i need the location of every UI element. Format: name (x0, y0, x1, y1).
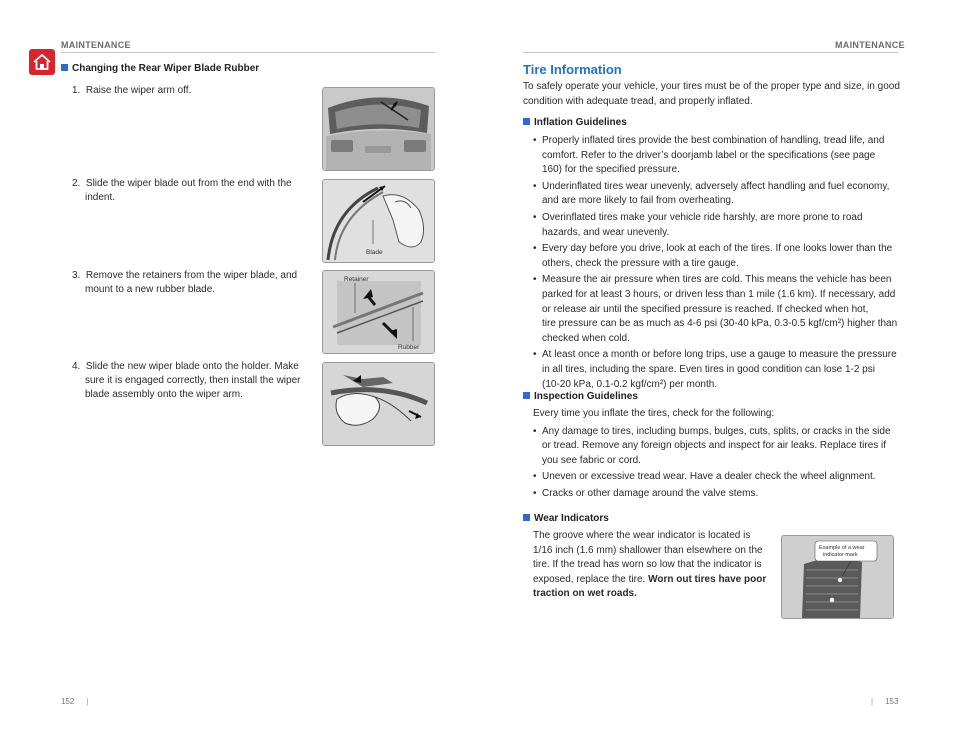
inflation-heading: Inflation Guidelines (523, 117, 627, 128)
inspection-heading: Inspection Guidelines (523, 391, 638, 402)
blade-label: Blade (366, 249, 383, 256)
callout-line-2: indicator mark (823, 552, 858, 558)
right-page-header: MAINTENANCE (835, 40, 905, 50)
wear-paragraph: The groove where the wear indicator is located is 1/16 inch (1.6 mm) shallower than elsewhere on the tire. If the tread has worn so low that the indicator is exposed, replace the tire. Worn out tires have poor traction on wet roads. (533, 530, 767, 600)
home-icon (29, 49, 55, 75)
figure-blade (322, 179, 435, 263)
left-page-number: 152 | (61, 697, 89, 706)
callout-line-1: Example of a wear (819, 545, 865, 551)
left-section-title: Changing the Rear Wiper Blade Rubber (61, 63, 259, 74)
inspection-list (533, 407, 903, 502)
intro-paragraph: To safely operate your vehicle, your tires must be of the proper type and size, in good condition with adequate tread, and properly inflated. (523, 81, 900, 107)
step-1: 1. Raise the wiper arm off. (72, 85, 192, 96)
rubber-label: Rubber (398, 344, 420, 351)
section-marker-icon (523, 118, 530, 125)
list-item: • Underinflated tires wear unevenly, adversely affect handling and fuel economy, and are more likely to fail from overheating. (533, 180, 903, 209)
step-2: 2. Slide the wiper blade out from the end with the indent. (72, 178, 292, 203)
left-page-header: MAINTENANCE (61, 40, 131, 50)
figure-rear-hatch (322, 87, 435, 171)
right-header-rule (523, 52, 898, 53)
retainer-label: Retainer (344, 276, 369, 283)
list-item: • Every day before you drive, look at each of the tires. If one looks lower than the others, check the pressure with a tire gauge. (533, 242, 903, 271)
wear-heading: Wear Indicators (523, 513, 609, 524)
step-4: 4. Slide the new wiper blade onto the holder. Make sure it is engaged correctly, then install the wiper blade assembly onto the wiper arm. (72, 361, 301, 400)
section-marker-icon (523, 514, 530, 521)
home-button[interactable] (29, 49, 55, 75)
list-item: • Overinflated tires make your vehicle ride harshly, are more prone to road hazards, and wear unevenly. (533, 211, 903, 240)
list-item: • Properly inflated tires provide the best combination of handling, tread life, and comfort. Refer to the driver’s doorjamb label or the specifications (see page 160) for the specified pressure. (533, 134, 903, 178)
right-page-number: | 153 (871, 697, 899, 706)
inspection-intro: Every time you inflate the tires, check for the following: (533, 408, 775, 419)
page-title: Tire Information (523, 62, 622, 77)
inflation-list (533, 134, 903, 392)
list-item: • Cracks or other damage around the valve stems. (533, 487, 903, 502)
section-marker-icon (523, 392, 530, 399)
list-item: • Uneven or excessive tread wear. Have a dealer check the wheel alignment. (533, 470, 903, 485)
list-item: • At least once a month or before long trips, use a gauge to measure the pressure in all tires, including the spare. Even tires in good condition can lose 1-2 psi (10-20 kPa, 0.1-0.2 kgf/cm²) per month. (533, 348, 903, 392)
figure-install-blade (322, 362, 435, 446)
left-header-rule (61, 52, 436, 53)
list-item: • Any damage to tires, including bumps, bulges, cuts, splits, or cracks in the side or tread. Remove any foreign objects and inspect for air leaks. Replace tires if you see fabric or cord. (533, 425, 903, 469)
list-item: • Measure the air pressure when tires are cold. This means the vehicle has been parked for at least 3 hours, or driven less than 1 mile (1.6 km). If necessary, add or release air until the specified pressure is reached. If checked when hot, tire pressure can be as much as 4-6 psi (30-40 kPa, 0.3-0.5 kgf/cm²) higher than checked when cold. (533, 273, 903, 346)
step-3: 3. Remove the retainers from the wiper blade, and mount to a new rubber blade. (72, 270, 298, 295)
figure-retainer-rubber (322, 270, 435, 354)
figure-wear-indicator (781, 535, 894, 619)
section-marker-icon (61, 64, 68, 71)
